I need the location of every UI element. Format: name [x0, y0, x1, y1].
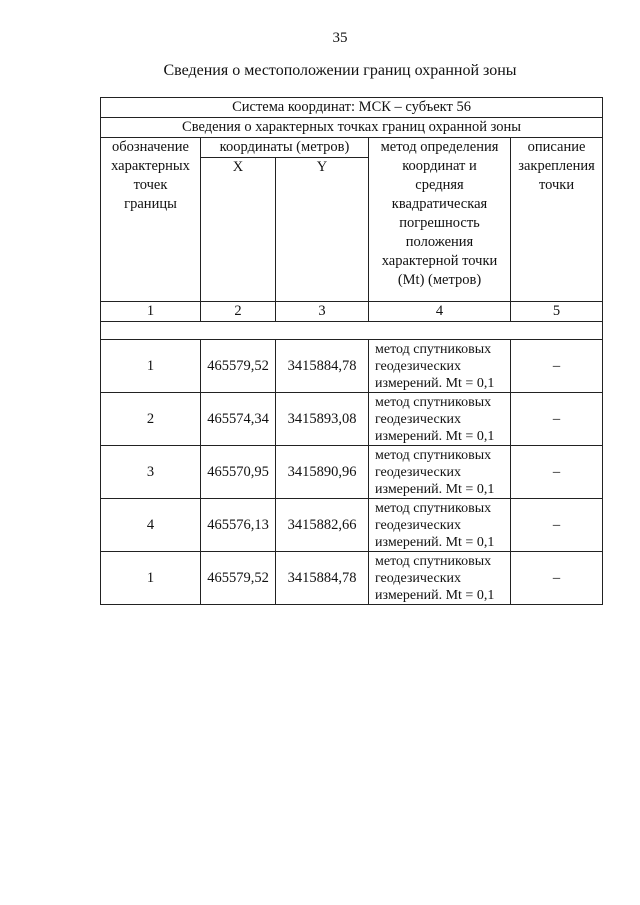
column-number: 4	[369, 302, 511, 322]
cell-description: –	[511, 340, 603, 393]
cell-method	[369, 499, 511, 552]
method-line: метод спутниковых	[375, 500, 492, 516]
cell-y: 3415893,08	[276, 393, 369, 446]
header-y: Y	[276, 158, 369, 302]
column-number: 2	[201, 302, 276, 322]
coordinate-system: Система координат: МСК – субъект 56	[101, 98, 603, 118]
header-method-line: (Mt) (метров)	[397, 272, 482, 288]
cell-y: 3415884,78	[276, 340, 369, 393]
cell-point: 4	[101, 499, 201, 552]
header-method	[369, 138, 511, 302]
column-number: 1	[101, 302, 201, 322]
cell-method	[369, 393, 511, 446]
cell-description: –	[511, 393, 603, 446]
header-method-line: метод определения	[380, 139, 499, 155]
cell-x: 465570,95	[201, 446, 276, 499]
method-line: метод спутниковых	[375, 394, 492, 410]
header-point-line: точек	[133, 177, 168, 193]
section-title: Сведения о характерных точках границ охранной зоны	[101, 118, 603, 138]
cell-description: –	[511, 446, 603, 499]
cell-x: 465579,52	[201, 340, 276, 393]
cell-method	[369, 340, 511, 393]
column-number: 5	[511, 302, 603, 322]
cell-description: –	[511, 552, 603, 605]
cell-method	[369, 552, 511, 605]
table-row	[101, 499, 603, 552]
cell-point: 1	[101, 340, 201, 393]
method-line: геодезических	[375, 517, 462, 533]
header-method-line: квадратическая	[391, 196, 488, 212]
table-row	[101, 393, 603, 446]
header-point-line: границы	[124, 196, 177, 212]
cell-method	[369, 446, 511, 499]
method-line: метод спутниковых	[375, 553, 492, 569]
method-line: измерений. Mt = 0,1	[375, 375, 495, 391]
page-title: Сведения о местоположении границ охранной зоны	[163, 62, 517, 79]
header-method-line: положения	[405, 234, 474, 250]
cell-y: 3415890,96	[276, 446, 369, 499]
method-line: измерений. Mt = 0,1	[375, 428, 495, 444]
method-line: измерений. Mt = 0,1	[375, 587, 495, 603]
cell-x: 465574,34	[201, 393, 276, 446]
header-x: X	[201, 158, 276, 302]
column-numbers-row	[101, 302, 603, 322]
cell-point: 2	[101, 393, 201, 446]
table-row	[101, 446, 603, 499]
header-method-line: координат и	[402, 158, 477, 174]
header-method-line: погрешность	[399, 215, 480, 231]
method-line: геодезических	[375, 464, 462, 480]
table-row	[101, 552, 603, 605]
cell-description: –	[511, 499, 603, 552]
method-line: метод спутниковых	[375, 447, 492, 463]
header-description	[511, 138, 603, 302]
table-row	[101, 340, 603, 393]
header-point-line: характерных	[111, 158, 190, 174]
header-description-line: описание	[527, 139, 586, 155]
header-method-line: характерной точки	[381, 253, 498, 269]
boundary-points-table	[100, 97, 603, 605]
method-line: измерений. Mt = 0,1	[375, 481, 495, 497]
header-coords: координаты (метров)	[201, 138, 369, 158]
method-line: геодезических	[375, 570, 462, 586]
header-point-line: обозначение	[112, 139, 189, 155]
page-number: 35	[332, 30, 348, 46]
method-line: измерений. Mt = 0,1	[375, 534, 495, 550]
coordinate-system-row	[101, 98, 603, 118]
blank-cell	[101, 322, 603, 340]
cell-point: 1	[101, 552, 201, 605]
header-description-line: закрепления	[518, 158, 595, 174]
cell-y: 3415882,66	[276, 499, 369, 552]
cell-x: 465579,52	[201, 552, 276, 605]
blank-row	[101, 322, 603, 340]
cell-point: 3	[101, 446, 201, 499]
cell-x: 465576,13	[201, 499, 276, 552]
header-description-line: точки	[538, 177, 575, 193]
section-title-row	[101, 118, 603, 138]
cell-y: 3415884,78	[276, 552, 369, 605]
method-line: метод спутниковых	[375, 341, 492, 357]
column-number: 3	[276, 302, 369, 322]
header-method-line: средняя	[415, 177, 464, 193]
method-line: геодезических	[375, 358, 462, 374]
method-line: геодезических	[375, 411, 462, 427]
header-row-1	[101, 138, 603, 158]
header-point	[101, 138, 201, 302]
